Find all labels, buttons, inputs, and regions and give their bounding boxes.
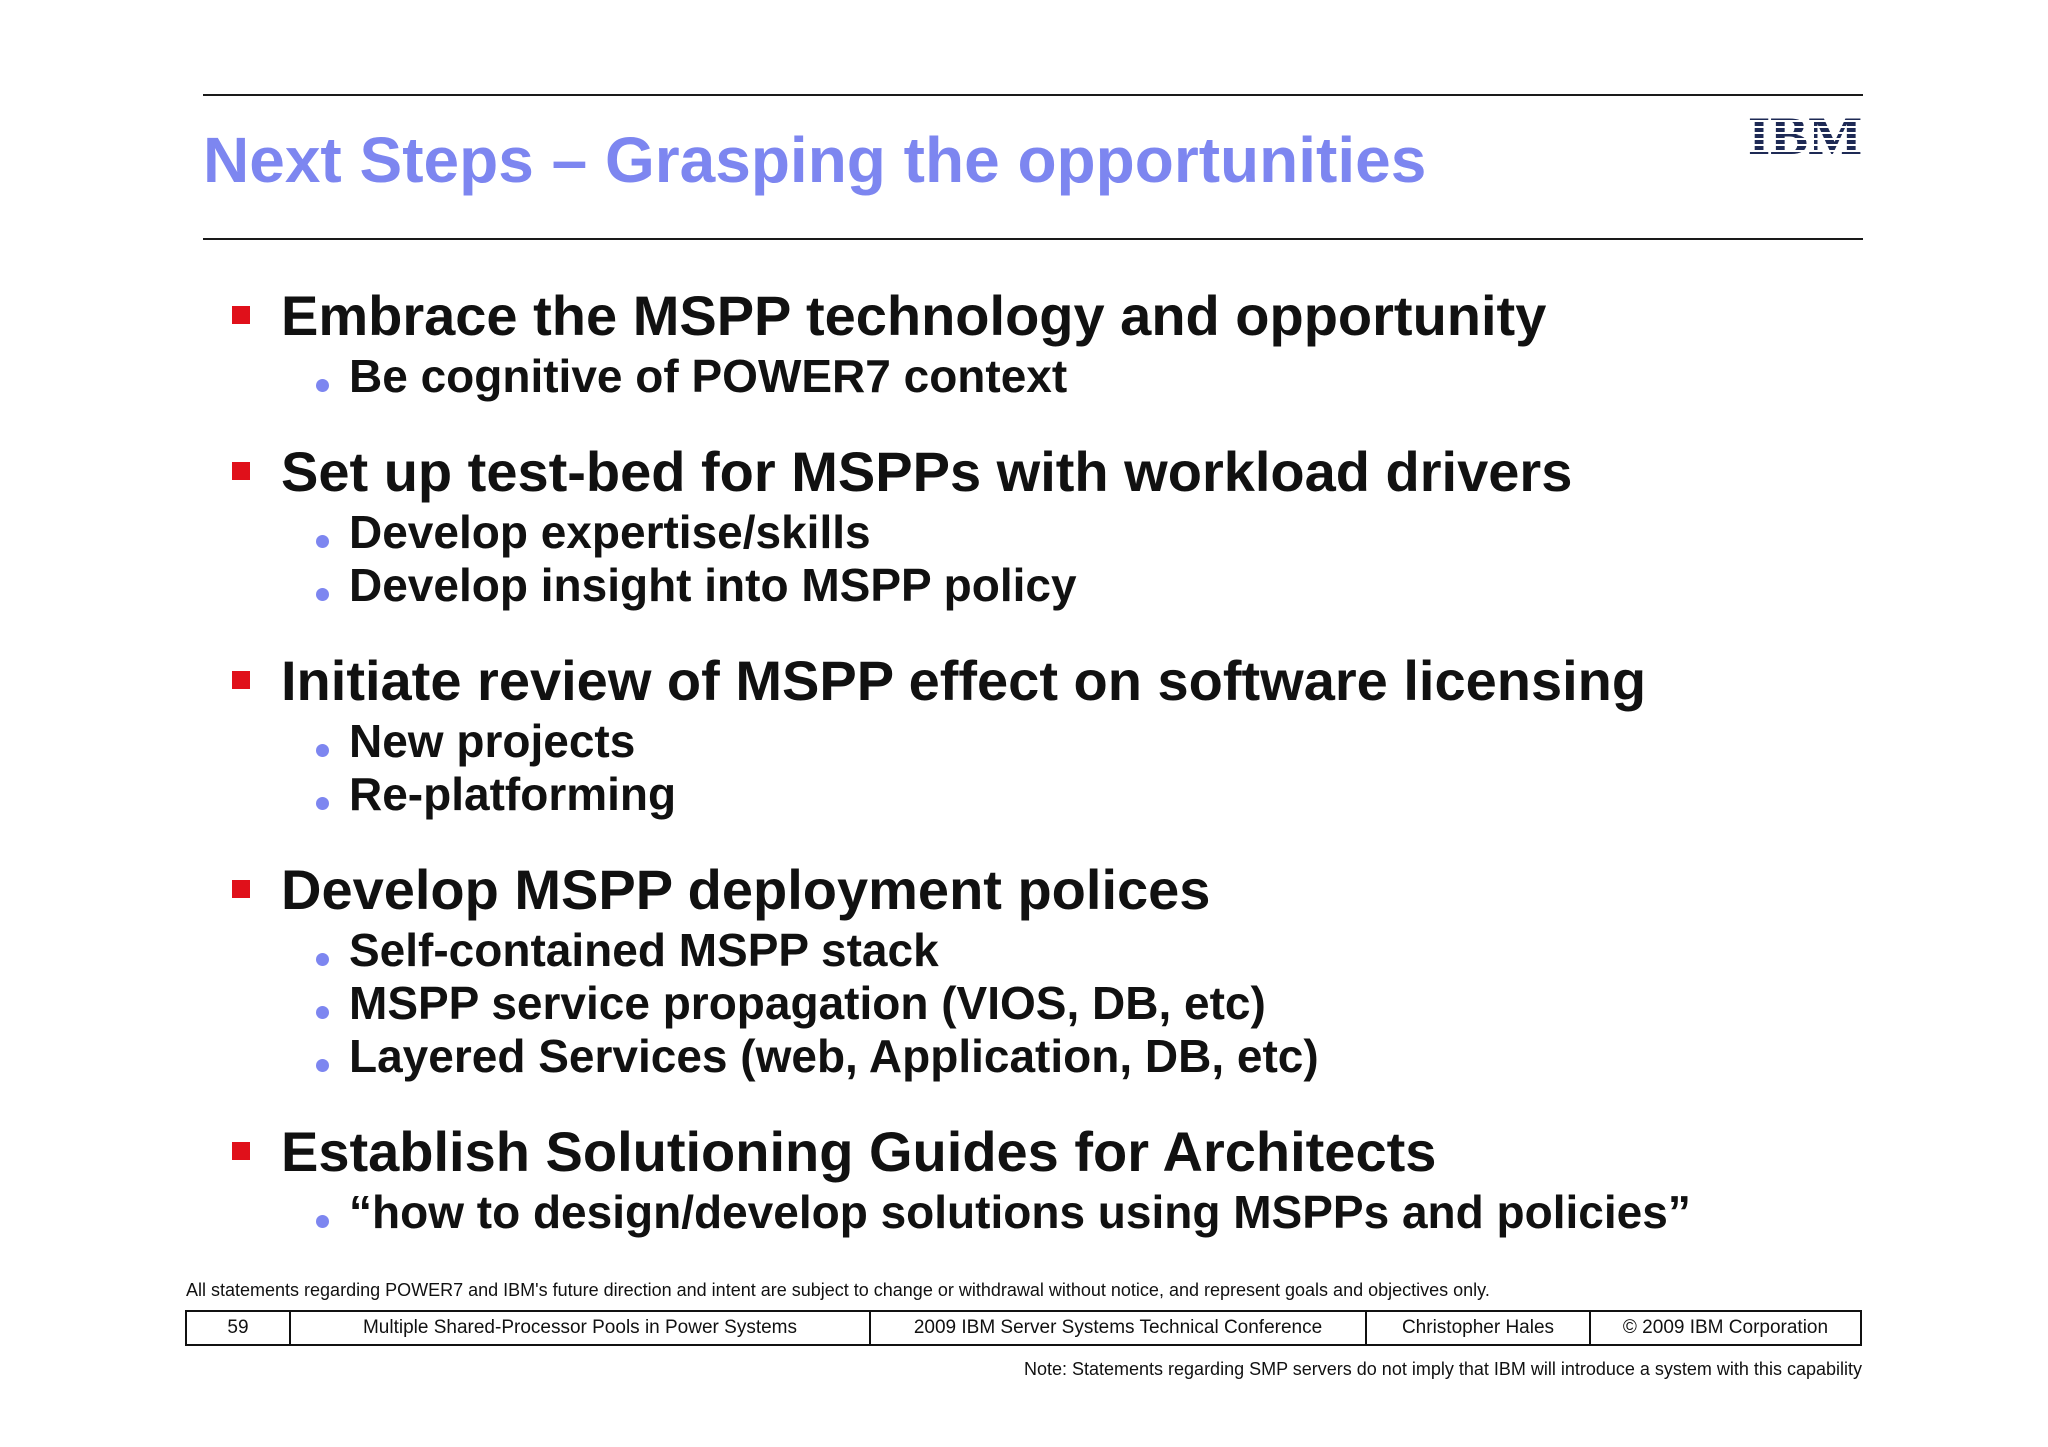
ibm-logo-text: IBM xyxy=(1748,110,1862,158)
page-title: Next Steps – Grasping the opportunities xyxy=(203,124,1427,196)
bullet-dot-icon xyxy=(316,1059,329,1072)
bullet-square-icon xyxy=(232,671,250,689)
bullet-square-icon xyxy=(232,1142,250,1160)
title-rule xyxy=(203,238,1863,240)
bullet-item xyxy=(0,647,2048,715)
bullet-text: Initiate review of MSPP effect on software licensing xyxy=(281,649,1647,712)
bullet-list xyxy=(0,282,2048,1239)
sub-bullet-text: Re-platforming xyxy=(349,768,677,820)
bullet-text: Embrace the MSPP technology and opportunity xyxy=(281,284,1547,347)
sub-bullet-text: MSPP service propagation (VIOS, DB, etc) xyxy=(349,977,1266,1029)
bullet-dot-icon xyxy=(316,744,329,757)
footer-copyright: © 2009 IBM Corporation xyxy=(1622,1317,1829,1338)
bullet-dot-icon xyxy=(316,379,329,392)
bullet-dot-icon xyxy=(316,953,329,966)
footnote: Note: Statements regarding SMP servers do not imply that IBM will introduce a system with this capability xyxy=(1023,1359,1862,1379)
sub-bullet-item xyxy=(0,350,2048,403)
top-rule xyxy=(203,94,1863,96)
sub-bullet-item xyxy=(0,559,2048,612)
bullet-gap xyxy=(0,1083,2048,1118)
bullet-dot-icon xyxy=(316,1215,329,1228)
sub-bullet-text: Develop expertise/skills xyxy=(349,506,871,558)
bullet-square-icon xyxy=(232,462,250,480)
sub-bullet-item xyxy=(0,977,2048,1030)
bullet-square-icon xyxy=(232,306,250,324)
sub-bullet-item xyxy=(0,924,2048,977)
footer-conference: 2009 IBM Server Systems Technical Conference xyxy=(871,1312,1367,1344)
sub-bullet-item xyxy=(0,768,2048,821)
sub-bullet-item xyxy=(0,506,2048,559)
ibm-logo xyxy=(1747,110,1863,158)
sub-bullet-text: “how to design/develop solutions using MSPPs and policies” xyxy=(349,1186,1691,1238)
bullet-text: Set up test-bed for MSPPs with workload drivers xyxy=(281,440,1573,503)
sub-bullet-text: New projects xyxy=(349,715,636,767)
footer-author: Christopher Hales xyxy=(1367,1312,1591,1344)
bullet-square-icon xyxy=(232,880,250,898)
sub-bullet-text: Be cognitive of POWER7 context xyxy=(349,350,1068,402)
footer-bar xyxy=(185,1310,1862,1346)
sub-bullet-text: Develop insight into MSPP policy xyxy=(349,559,1077,611)
sub-bullet-item xyxy=(0,715,2048,768)
sub-bullet-text: Self-contained MSPP stack xyxy=(349,924,939,976)
bullet-dot-icon xyxy=(316,535,329,548)
footer-presentation-title: Multiple Shared-Processor Pools in Power Systems xyxy=(291,1312,871,1344)
bullet-text: Develop MSPP deployment polices xyxy=(281,858,1211,921)
sub-bullet-text: Layered Services (web, Application, DB, etc) xyxy=(349,1030,1319,1082)
bullet-item xyxy=(0,282,2048,350)
bullet-text: Establish Solutioning Guides for Architects xyxy=(281,1120,1437,1183)
bullet-dot-icon xyxy=(316,588,329,601)
bullet-dot-icon xyxy=(316,797,329,810)
bullet-item xyxy=(0,1118,2048,1186)
bullet-gap xyxy=(0,403,2048,438)
footer-page-number: 59 xyxy=(187,1312,291,1344)
bullet-gap xyxy=(0,612,2048,647)
bullet-gap xyxy=(0,821,2048,856)
disclaimer: All statements regarding POWER7 and IBM's future direction and intent are subject to change or withdrawal without notice, and represent goals and objectives only. xyxy=(186,1280,1490,1300)
bullet-dot-icon xyxy=(316,1006,329,1019)
sub-bullet-item xyxy=(0,1030,2048,1083)
sub-bullet-item xyxy=(0,1186,2048,1239)
bullet-item xyxy=(0,438,2048,506)
bullet-item xyxy=(0,856,2048,924)
